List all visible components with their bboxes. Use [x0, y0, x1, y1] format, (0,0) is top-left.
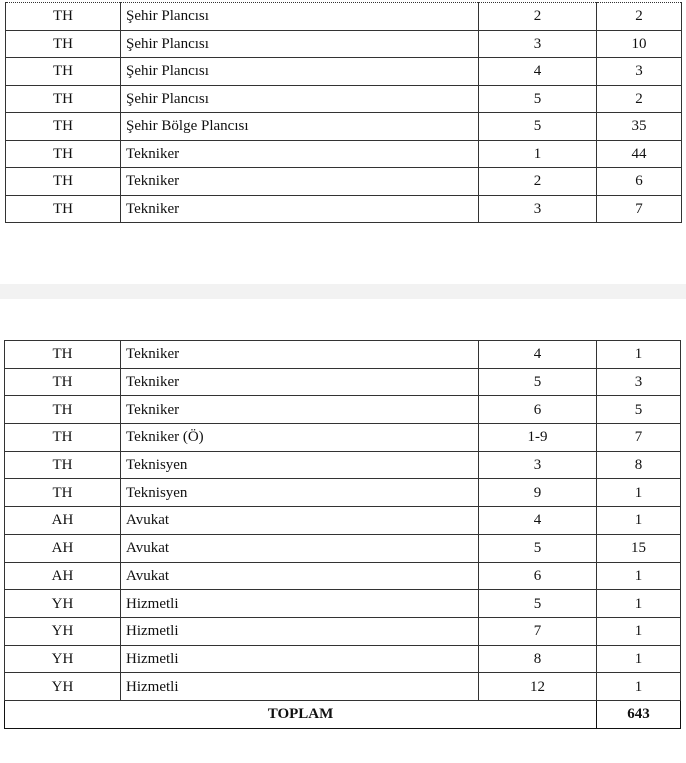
count-cell: 8	[597, 451, 681, 479]
table-row	[5, 562, 681, 590]
class-cell: TH	[6, 30, 121, 58]
count-cell: 1	[597, 590, 681, 618]
table-row	[6, 113, 682, 141]
title-cell: Şehir Plancısı	[121, 3, 479, 31]
count-cell: 7	[597, 195, 682, 223]
class-cell: YH	[5, 645, 121, 673]
title-cell: Şehir Bölge Plancısı	[121, 113, 479, 141]
table-row	[6, 85, 682, 113]
class-cell: TH	[6, 58, 121, 86]
grade-cell: 3	[479, 30, 597, 58]
total-label: TOPLAM	[5, 700, 597, 728]
table-row	[5, 479, 681, 507]
table-row	[5, 617, 681, 645]
count-cell: 7	[597, 424, 681, 452]
class-cell: TH	[5, 451, 121, 479]
count-cell: 2	[597, 3, 682, 31]
total-value: 643	[597, 700, 681, 728]
class-cell: TH	[5, 424, 121, 452]
count-cell: 1	[597, 507, 681, 535]
grade-cell: 3	[479, 195, 597, 223]
grade-cell: 7	[479, 617, 597, 645]
table-row	[6, 3, 682, 31]
class-cell: TH	[5, 341, 121, 369]
grade-cell: 5	[479, 113, 597, 141]
table-row	[5, 341, 681, 369]
class-cell: TH	[6, 140, 121, 168]
page-top	[0, 0, 686, 284]
staff-table-top	[5, 2, 682, 223]
count-cell: 6	[597, 168, 682, 196]
page-bottom	[0, 299, 686, 763]
count-cell: 1	[597, 341, 681, 369]
class-cell: YH	[5, 673, 121, 701]
count-cell: 2	[597, 85, 682, 113]
title-cell: Şehir Plancısı	[121, 85, 479, 113]
page-separator	[0, 284, 686, 299]
title-cell: Hizmetli	[121, 645, 479, 673]
count-cell: 35	[597, 113, 682, 141]
table-row	[6, 168, 682, 196]
count-cell: 3	[597, 368, 681, 396]
class-cell: TH	[6, 168, 121, 196]
title-cell: Avukat	[121, 562, 479, 590]
class-cell: YH	[5, 617, 121, 645]
grade-cell: 4	[479, 341, 597, 369]
grade-cell: 1	[479, 140, 597, 168]
title-cell: Şehir Plancısı	[121, 30, 479, 58]
grade-cell: 3	[479, 451, 597, 479]
class-cell: TH	[5, 396, 121, 424]
class-cell: AH	[5, 507, 121, 535]
title-cell: Hizmetli	[121, 590, 479, 618]
title-cell: Tekniker (Ö)	[121, 424, 479, 452]
class-cell: TH	[6, 85, 121, 113]
title-cell: Tekniker	[121, 140, 479, 168]
grade-cell: 4	[479, 58, 597, 86]
title-cell: Avukat	[121, 507, 479, 535]
title-cell: Hizmetli	[121, 673, 479, 701]
title-cell: Tekniker	[121, 368, 479, 396]
class-cell: TH	[6, 195, 121, 223]
table-row	[5, 451, 681, 479]
class-cell: YH	[5, 590, 121, 618]
count-cell: 1	[597, 617, 681, 645]
table-row	[5, 534, 681, 562]
table-row	[5, 424, 681, 452]
grade-cell: 5	[479, 534, 597, 562]
count-cell: 5	[597, 396, 681, 424]
table-row	[6, 58, 682, 86]
staff-table-bottom	[4, 340, 681, 729]
table-row	[5, 396, 681, 424]
count-cell: 15	[597, 534, 681, 562]
grade-cell: 9	[479, 479, 597, 507]
count-cell: 3	[597, 58, 682, 86]
table-row	[5, 673, 681, 701]
grade-cell: 2	[479, 3, 597, 31]
grade-cell: 12	[479, 673, 597, 701]
grade-cell: 2	[479, 168, 597, 196]
grade-cell: 5	[479, 85, 597, 113]
title-cell: Hizmetli	[121, 617, 479, 645]
total-row	[5, 700, 681, 728]
count-cell: 44	[597, 140, 682, 168]
table-row	[6, 195, 682, 223]
count-cell: 1	[597, 562, 681, 590]
count-cell: 1	[597, 645, 681, 673]
class-cell: TH	[5, 479, 121, 507]
table-row	[5, 368, 681, 396]
title-cell: Avukat	[121, 534, 479, 562]
count-cell: 1	[597, 479, 681, 507]
table-row	[5, 507, 681, 535]
title-cell: Tekniker	[121, 195, 479, 223]
grade-cell: 8	[479, 645, 597, 673]
title-cell: Teknisyen	[121, 479, 479, 507]
grade-cell: 1-9	[479, 424, 597, 452]
grade-cell: 4	[479, 507, 597, 535]
class-cell: TH	[6, 3, 121, 31]
class-cell: AH	[5, 534, 121, 562]
table-row	[6, 140, 682, 168]
count-cell: 10	[597, 30, 682, 58]
table-row	[5, 590, 681, 618]
count-cell: 1	[597, 673, 681, 701]
title-cell: Şehir Plancısı	[121, 58, 479, 86]
title-cell: Tekniker	[121, 341, 479, 369]
title-cell: Tekniker	[121, 396, 479, 424]
grade-cell: 6	[479, 562, 597, 590]
grade-cell: 5	[479, 368, 597, 396]
class-cell: AH	[5, 562, 121, 590]
title-cell: Tekniker	[121, 168, 479, 196]
class-cell: TH	[6, 113, 121, 141]
grade-cell: 5	[479, 590, 597, 618]
class-cell: TH	[5, 368, 121, 396]
title-cell: Teknisyen	[121, 451, 479, 479]
grade-cell: 6	[479, 396, 597, 424]
table-row	[6, 30, 682, 58]
table-row	[5, 645, 681, 673]
